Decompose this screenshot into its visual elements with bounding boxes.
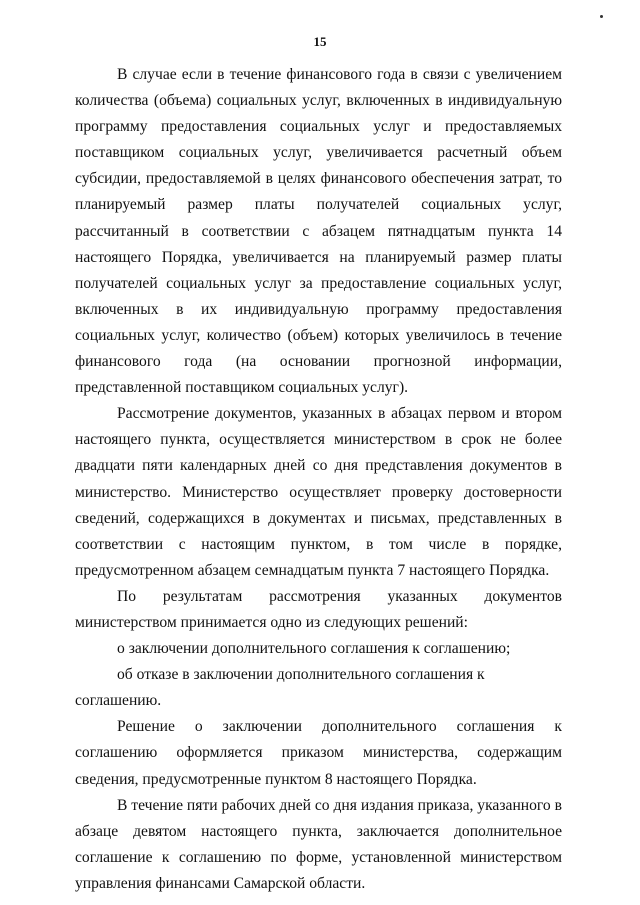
paragraph-3: По результатам рассмотрения указанных документов министерством принимается одно из следующих решений: xyxy=(75,587,562,631)
paragraph-5: об отказе в заключении дополнительного соглашения к соглашению. xyxy=(75,666,485,710)
scan-dot-mark xyxy=(600,15,603,18)
paragraph-2: Рассмотрение документов, указанных в абзацах первом и втором настоящего пункта, осуществляется министерством в срок не более двадцати пяти календарных дней со дня представления документов в министерство. Министерство осуществляет проверку достоверности сведений, содержащихся в документах и письмах, представленных в соответствии с настоящим пунктом, в том числе в порядке, предусмотренном абзацем семнадцатым пункта 7 настоящего Порядка. xyxy=(75,405,562,579)
page-number: 15 xyxy=(313,34,327,49)
paragraph-7: В течение пяти рабочих дней со дня издания приказа, указанного в абзаце девятом настоящего пункта, заключается дополнительное соглашение к соглашению по форме, установленной министерством управления финансами Самарской области. xyxy=(75,796,562,892)
paragraph-1: В случае если в течение финансового года в связи с увеличением количества (объема) социальных услуг, включенных в индивидуальную программу предоставления социальных услуг и предоставляемых поставщиком социальных услуг, увеличивается расчетный объем субсидии, предоставляемой в целях финансового обеспечения затрат, то планируемый размер платы получателей социальных услуг, рассчитанный в соответствии с абзацем пятнадцатым пункта 14 настоящего Порядка, увеличивается на планируемый размер платы получателей социальных услуг за предоставление социальных услуг, включенных в их индивидуальную программу предоставления социальных услуг, количество (объем) которых увеличилось в течение финансового года (на основании прогнозной информации, представленной поставщиком социальных услуг). xyxy=(75,66,562,397)
paragraph-6: Решение о заключении дополнительного соглашения к соглашению оформляется приказом министерства, содержащим сведения, предусмотренные пунктом 8 настоящего Порядка. xyxy=(75,718,562,788)
paragraph-4: о заключении дополнительного соглашения к соглашению; xyxy=(117,640,511,658)
body-text xyxy=(75,62,562,897)
